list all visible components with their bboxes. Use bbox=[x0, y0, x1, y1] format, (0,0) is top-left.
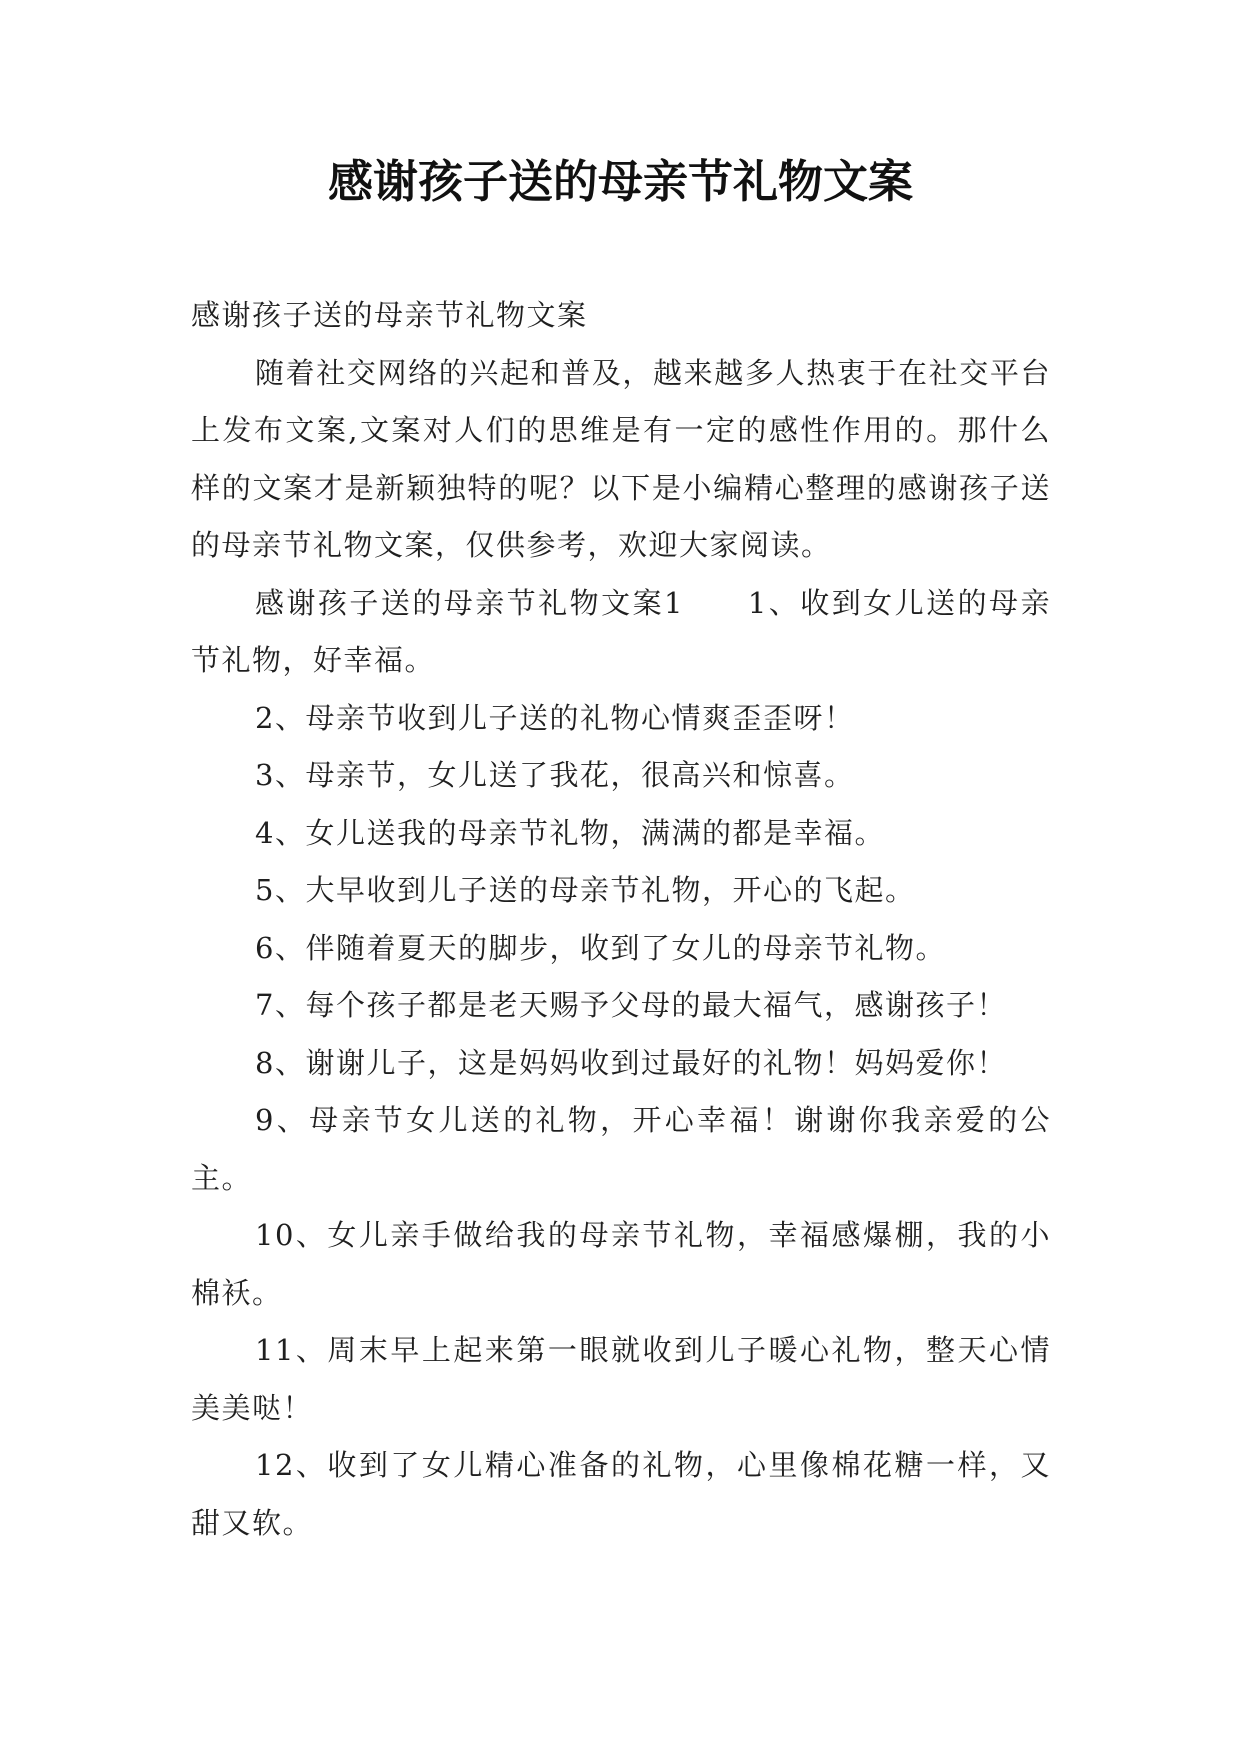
document-title: 感谢孩子送的母亲节礼物文案 bbox=[327, 155, 913, 208]
list-item: 7、每个孩子都是老天赐予父母的最大福气，感谢孩子！ bbox=[255, 988, 1007, 1022]
list-item: 12、收到了女儿精心准备的礼物，心里像棉花糖一样，又甜又软。 bbox=[191, 1448, 1051, 1540]
list-item: 3、母亲节，女儿送了我花，很高兴和惊喜。 bbox=[255, 758, 855, 792]
list-item: 9、母亲节女儿送的礼物，开心幸福！谢谢你我亲爱的公主。 bbox=[191, 1103, 1051, 1195]
list-item: 10、女儿亲手做给我的母亲节礼物，幸福感爆棚，我的小棉袄。 bbox=[191, 1218, 1051, 1310]
list-item: 8、谢谢儿子，这是妈妈收到过最好的礼物！妈妈爱你！ bbox=[255, 1045, 1007, 1080]
list-item: 2、母亲节收到儿子送的礼物心情爽歪歪呀！ bbox=[255, 700, 855, 735]
document-body bbox=[191, 287, 1051, 1552]
list-item: 4、女儿送我的母亲节礼物，满满的都是幸福。 bbox=[255, 815, 885, 850]
document-subtitle-line: 感谢孩子送的母亲节礼物文案 bbox=[191, 298, 588, 332]
list-item: 5、大早收到儿子送的母亲节礼物，开心的飞起。 bbox=[255, 873, 916, 907]
section-heading-paragraph: 感谢孩子送的母亲节礼物文案1 1、收到女儿送的母亲节礼物，好幸福。 bbox=[191, 585, 1051, 677]
list-item: 11、周末早上起来第一眼就收到儿子暖心礼物，整天心情美美哒！ bbox=[191, 1333, 1051, 1425]
list-item: 6、伴随着夏天的脚步，收到了女儿的母亲节礼物。 bbox=[255, 930, 946, 965]
intro-paragraph: 随着社交网络的兴起和普及，越来越多人热衷于在社交平台上发布文案,文案对人们的思维是有一定的感性作用的。那什么样的文案才是新颖独特的呢？以下是小编精心整理的感谢孩子送的母亲节礼物文案，仅供参考，欢迎大家阅读。 bbox=[191, 355, 1051, 562]
